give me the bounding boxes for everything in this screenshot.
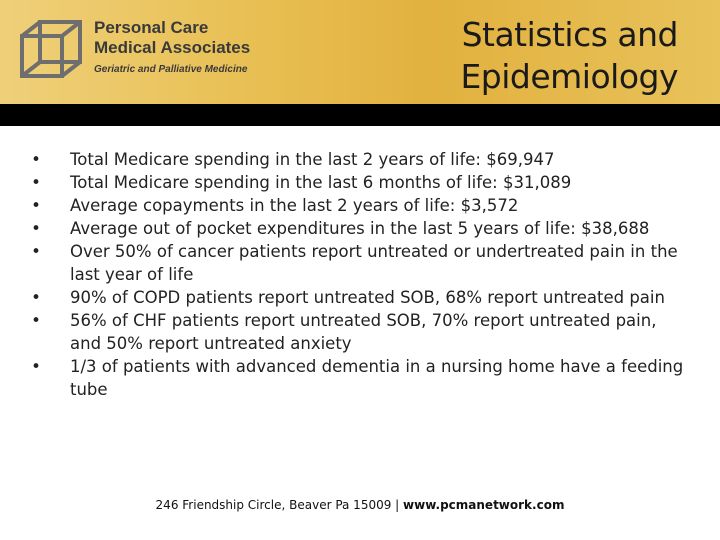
bullet-item <box>30 355 690 401</box>
company-name <box>94 18 334 75</box>
bullet-glyph: • <box>31 196 41 215</box>
cube-outline-logo-icon <box>18 18 86 82</box>
bullet-text: Average out of pocket expenditures in the last 5 years of life: $38,688 <box>70 219 650 238</box>
company-name-line2: Medical Associates <box>94 38 251 57</box>
company-tagline: Geriatric and Palliative Medicine <box>94 64 248 75</box>
bullet-item <box>30 309 690 355</box>
bullet-item <box>30 148 690 171</box>
bullet-item <box>30 171 690 194</box>
bullet-glyph: • <box>31 311 41 330</box>
slide-title-line2: Epidemiology <box>460 57 678 96</box>
slide-title-line1: Statistics and <box>461 15 678 54</box>
footer <box>0 498 720 512</box>
footer-website-link[interactable]: www.pcmanetwork.com <box>403 498 565 512</box>
divider-bar <box>0 104 720 126</box>
bullet-text: Total Medicare spending in the last 2 years of life: $69,947 <box>70 150 555 169</box>
bullet-item <box>30 286 690 309</box>
slide-title <box>378 14 678 98</box>
bullet-list <box>30 148 690 401</box>
header-banner <box>0 0 720 104</box>
bullet-text: Total Medicare spending in the last 6 months of life: $31,089 <box>70 173 572 192</box>
bullet-glyph: • <box>31 173 41 192</box>
bullet-glyph: • <box>31 357 41 376</box>
bullet-text: 56% of CHF patients report untreated SOB, 70% report untreated pain, and 50% report untreated anxiety <box>70 311 657 353</box>
bullet-item <box>30 194 690 217</box>
bullet-item <box>30 240 690 286</box>
bullet-glyph: • <box>31 150 41 169</box>
bullet-text: Average copayments in the last 2 years of life: $3,572 <box>70 196 519 215</box>
bullet-glyph: • <box>31 242 41 261</box>
bullet-text: 1/3 of patients with advanced dementia in a nursing home have a feeding tube <box>70 357 684 399</box>
bullet-glyph: • <box>31 219 41 238</box>
bullet-text: 90% of COPD patients report untreated SOB, 68% report untreated pain <box>70 288 665 307</box>
bullet-glyph: • <box>31 288 41 307</box>
footer-address: 246 Friendship Circle, Beaver Pa 15009 | <box>155 498 404 512</box>
company-name-line1: Personal Care <box>94 18 209 37</box>
bullet-text: Over 50% of cancer patients report untreated or undertreated pain in the last year of life <box>70 242 678 284</box>
bullet-item <box>30 217 690 240</box>
